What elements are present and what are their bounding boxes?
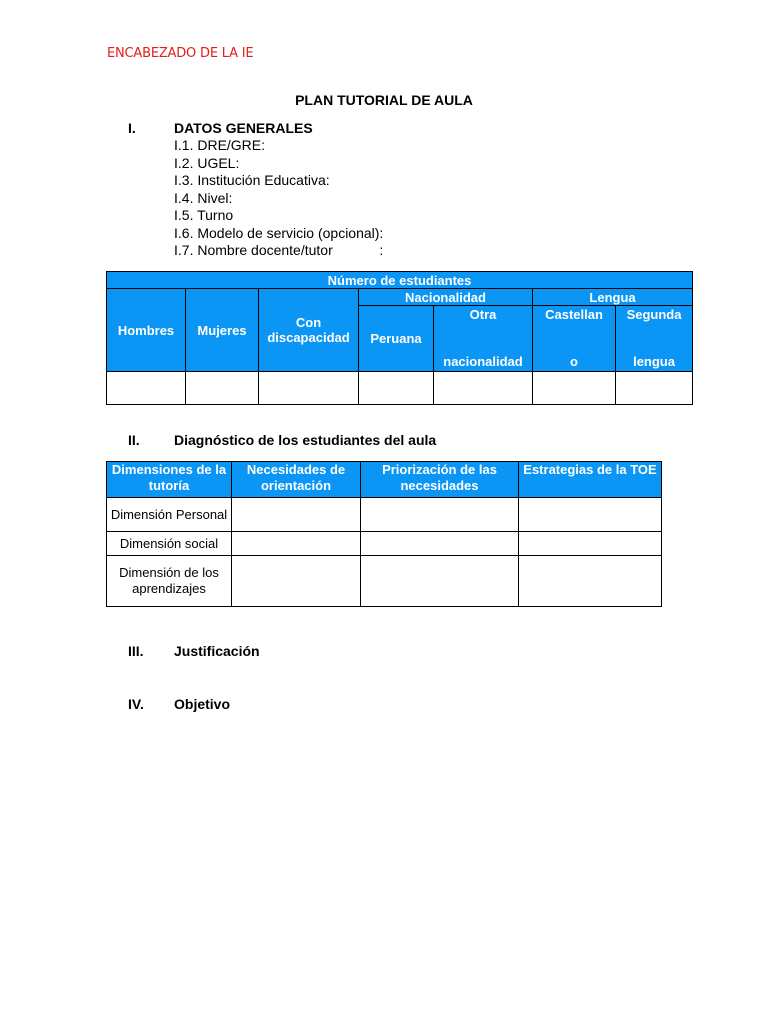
- peruana-value-cell[interactable]: [359, 372, 434, 405]
- discapacidad-value-cell[interactable]: [259, 372, 359, 405]
- students-count-header: Número de estudiantes: [107, 272, 693, 289]
- section-4-number: IV.: [128, 696, 144, 712]
- hombres-value-cell[interactable]: [107, 372, 186, 405]
- nacionalidad-header: Nacionalidad: [359, 289, 533, 306]
- castellano-header: [533, 306, 616, 372]
- dimension-personal-cell: Dimensión Personal: [107, 498, 232, 532]
- personal-necesidades-cell[interactable]: [232, 498, 361, 532]
- datos-item-turno: I.5. Turno: [174, 207, 234, 223]
- section-4-title: Objetivo: [174, 696, 231, 712]
- priorizacion-header: Priorización de las necesidades: [361, 462, 519, 498]
- lengua-header: Lengua: [533, 289, 693, 306]
- aprendizajes-necesidades-cell[interactable]: [232, 556, 361, 607]
- aprendizajes-priorizacion-cell[interactable]: [361, 556, 519, 607]
- section-1-number: I.: [128, 120, 136, 136]
- section-3-number: III.: [128, 643, 144, 659]
- aprendizajes-estrategias-cell[interactable]: [519, 556, 662, 607]
- dimension-social-cell: Dimensión social: [107, 532, 232, 556]
- castellano-o-label: o: [570, 354, 578, 369]
- castellan-label: Castellan: [545, 307, 603, 322]
- students-count-table: [106, 271, 693, 405]
- estrategias-header: Estrategias de la TOE: [519, 462, 662, 498]
- castellano-value-cell[interactable]: [533, 372, 616, 405]
- hombres-header: Hombres: [107, 289, 186, 372]
- section-1-title: DATOS GENERALES: [174, 120, 313, 136]
- header-ie: ENCABEZADO DE LA IE: [107, 46, 254, 61]
- discapacidad-header: Con discapacidad: [259, 289, 359, 372]
- otra-nacionalidad-value-cell[interactable]: [434, 372, 533, 405]
- datos-item-dre: I.1. DRE/GRE:: [174, 137, 266, 153]
- datos-item-modelo: I.6. Modelo de servicio (opcional):: [174, 224, 384, 241]
- mujeres-value-cell[interactable]: [186, 372, 259, 405]
- section-2-title: Diagnóstico de los estudiantes del aula: [174, 432, 437, 448]
- segunda-label: Segunda: [626, 307, 682, 322]
- personal-estrategias-cell[interactable]: [519, 498, 662, 532]
- nacionalidad-label: nacionalidad: [443, 354, 523, 369]
- datos-item-docente: I.7. Nombre docente/tutor :: [174, 242, 384, 258]
- social-estrategias-cell[interactable]: [519, 532, 662, 556]
- social-necesidades-cell[interactable]: [232, 532, 361, 556]
- section-3-title: Justificación: [174, 643, 260, 659]
- dimension-aprendizajes-cell: Dimensión de los aprendizajes: [107, 556, 232, 607]
- segunda-lengua-value-cell[interactable]: [616, 372, 693, 405]
- otra-label: Otra: [469, 307, 497, 322]
- datos-item-institucion: I.3. Institución Educativa:: [174, 172, 330, 188]
- lengua-label: lengua: [633, 354, 675, 369]
- diagnostico-table: [106, 461, 662, 607]
- peruana-header: Peruana: [359, 306, 434, 372]
- segunda-lengua-header: [616, 306, 693, 372]
- document-title: PLAN TUTORIAL DE AULA: [295, 92, 473, 108]
- otra-nacionalidad-header: [434, 306, 533, 372]
- mujeres-header: Mujeres: [186, 289, 259, 372]
- dimensiones-header: Dimensiones de la tutoría: [107, 462, 232, 498]
- datos-item-ugel: I.2. UGEL:: [174, 154, 240, 171]
- social-priorizacion-cell[interactable]: [361, 532, 519, 556]
- datos-item-nivel: I.4. Nivel:: [174, 189, 233, 206]
- section-2-number: II.: [128, 432, 140, 448]
- necesidades-header: Necesidades de orientación: [232, 462, 361, 498]
- personal-priorizacion-cell[interactable]: [361, 498, 519, 532]
